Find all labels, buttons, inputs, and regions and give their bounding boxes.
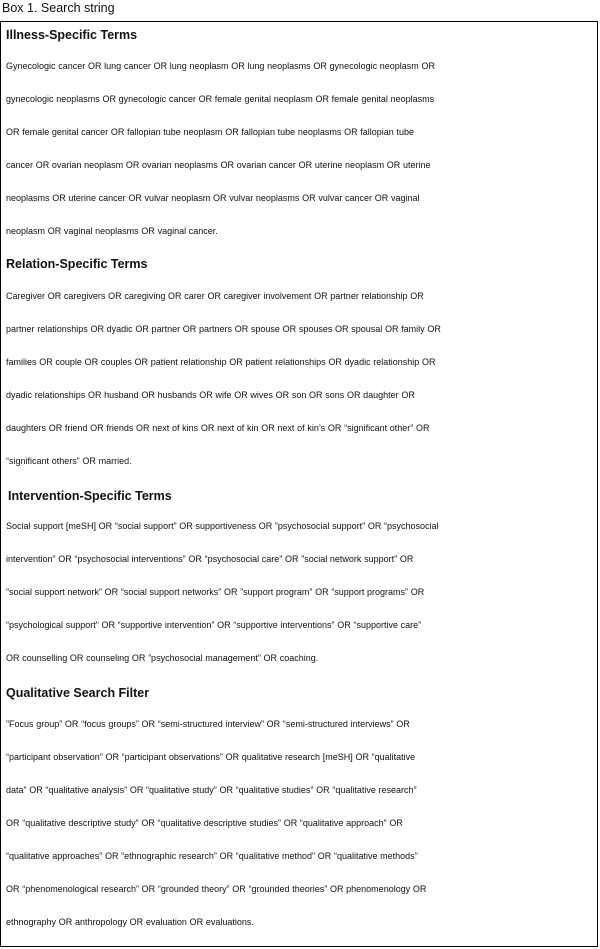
- text-line: neoplasm OR vaginal neoplasms OR vaginal cancer.: [6, 226, 218, 236]
- text-line: OR counselling OR counseling OR ”psychosocial management” OR coaching.: [6, 653, 319, 663]
- text-line: families OR couple OR couples OR patient relationship OR patient relationships OR dyadic relationship OR: [6, 357, 436, 367]
- text-line: cancer OR ovarian neoplasm OR ovarian neoplasms OR ovarian cancer OR uterine neoplasm OR uterine: [6, 160, 431, 170]
- box-caption: Box 1. Search string: [2, 1, 115, 15]
- text-line: intervention” OR “psychosocial interventions” OR “psychosocial care” OR ”social network support” OR: [6, 554, 414, 564]
- text-line: ethnography OR anthropology OR evaluation OR evaluations.: [6, 917, 254, 927]
- text-line: “significant others” OR married.: [6, 456, 132, 466]
- text-line: gynecologic neoplasms OR gynecologic cancer OR female genital neoplasm OR female genital neoplasms: [6, 94, 435, 104]
- section-body-qualitative: [6, 708, 594, 939]
- text-line: OR “qualitative descriptive study” OR “qualitative descriptive studies” OR “qualitative approach” OR: [6, 818, 403, 828]
- text-line: data” OR “qualitative analysis” OR “qualitative study” OR “qualitative studies” OR “qualitative research”: [6, 785, 417, 795]
- section-title-intervention: Intervention-Specific Terms: [8, 489, 172, 503]
- text-line: partner relationships OR dyadic OR partner OR partners OR spouse OR spouses OR spousal OR family OR: [6, 324, 441, 334]
- text-line: dyadic relationships OR husband OR husbands OR wife OR wives OR son OR sons OR daughter OR: [6, 390, 415, 400]
- text-line: daughters OR friend OR friends OR next of kins OR next of kin OR next of kin’s OR “significant other” OR: [6, 423, 430, 433]
- text-line: Social support [meSH] OR “social support” OR supportiveness OR ”psychosocial support” OR “psychosocial: [6, 521, 439, 531]
- text-line: OR “phenomenological research” OR “grounded theory” OR “grounded theories” OR phenomenology OR: [6, 884, 427, 894]
- text-line: Gynecologic cancer OR lung cancer OR lung neoplasm OR lung neoplasms OR gynecologic neoplasm OR: [6, 61, 436, 71]
- text-line: neoplasms OR uterine cancer OR vulvar neoplasm OR vulvar neoplasms OR vulvar cancer OR vaginal: [6, 193, 420, 203]
- text-line: ”Focus group” OR “focus groups” OR “semi-structured interview” OR “semi-structured interviews” OR: [6, 719, 410, 729]
- section-title-illness: Illness-Specific Terms: [6, 28, 138, 42]
- text-line: “qualitative approaches” OR “ethnographic research” OR “qualitative method” OR “qualitative methods”: [6, 851, 418, 861]
- section-body-relation: [6, 280, 594, 478]
- section-body-illness: [6, 50, 594, 248]
- section-body-intervention: [6, 510, 594, 675]
- text-line: ”social support network” OR “social support networks” OR ”support program” OR ”support programs” OR: [6, 587, 425, 597]
- text-line: “psychological support” OR “supportive intervention” OR “supportive interventions” OR “supportive care”: [6, 620, 422, 630]
- section-title-qualitative: Qualitative Search Filter: [6, 686, 150, 700]
- text-line: Caregiver OR caregivers OR caregiving OR carer OR caregiver involvement OR partner relationship OR: [6, 291, 424, 301]
- text-line: OR female genital cancer OR fallopian tube neoplasm OR fallopian tube neoplasms OR fallopian tube: [6, 127, 415, 137]
- text-line: “participant observation” OR “participant observations” OR qualitative research [meSH] OR “qualitative: [6, 752, 416, 762]
- section-title-relation: Relation-Specific Terms: [6, 257, 148, 271]
